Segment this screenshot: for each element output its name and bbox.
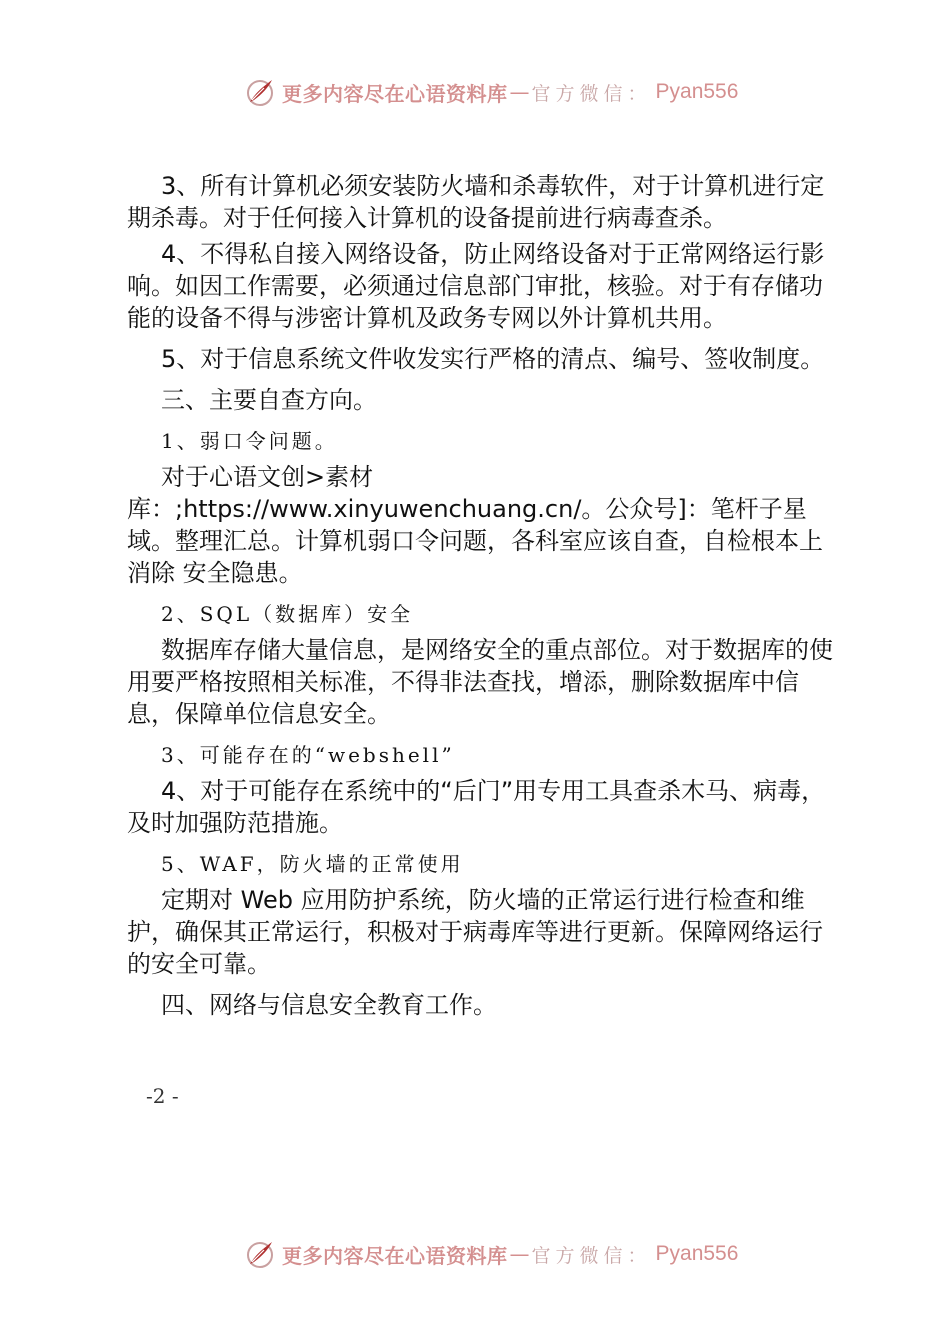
document-body: [127, 170, 837, 1021]
subheading-waf: 5、WAF，防火墙的正常使用: [161, 852, 464, 876]
footer-watermark: [244, 1236, 738, 1272]
watermark-brand: 更多内容尽在心语资料库: [282, 81, 508, 106]
paragraph-weak-password: 对于心语文创>素材库：;https://www.xinyuwenchuang.cn/。公众号]：笔杆子星域。整理汇总。计算机弱口令问题，各科室应该自查，自检根本上消除 安全隐患。: [127, 463, 823, 587]
watermark-handle: Pyan556: [655, 1242, 739, 1265]
page-number: -2 -: [146, 1084, 179, 1108]
paragraph-item-5: 5、对于信息系统文件收发实行严格的清点、编号、签收制度。: [161, 345, 825, 373]
section-heading-3: 三、主要自查方向。: [161, 386, 377, 414]
paragraph-backdoor: 4、对于可能存在系统中的“后门”用专用工具查杀木马、病毒，及时加强防范措施。: [127, 777, 826, 837]
feather-logo-icon: [244, 76, 276, 108]
watermark-label: 官方微信：: [531, 82, 652, 105]
paragraph-waf: 定期对 Web 应用防护系统，防火墙的正常运行进行检查和维护，确保其正常运行，积极对于病毒库等进行更新。保障网络运行的安全可靠。: [127, 886, 823, 978]
paragraph-item-3: 3、所有计算机必须安装防火墙和杀毒软件，对于计算机进行定期杀毒。对于任何接入计算机的设备提前进行病毒查杀。: [127, 172, 825, 232]
header-watermark: [244, 74, 738, 110]
watermark-dash: —: [509, 80, 530, 104]
subheading-webshell: 3、可能存在的“webshell”: [161, 743, 455, 767]
section-heading-4: 四、网络与信息安全教育工作。: [161, 991, 497, 1019]
watermark-label: 官方微信：: [531, 1244, 652, 1267]
paragraph-item-4: 4、不得私自接入网络设备，防止网络设备对于正常网络运行影响。如因工作需要，必须通过信息部门审批，核验。对于有存储功能的设备不得与涉密计算机及政务专网以外计算机共用。: [127, 240, 825, 332]
subheading-weak-password: 1、弱口令问题。: [161, 429, 338, 453]
watermark-handle: Pyan556: [655, 80, 739, 103]
watermark-dash: —: [509, 1242, 530, 1266]
paragraph-sql: 数据库存储大量信息，是网络安全的重点部位。对于数据库的使用要严格按照相关标准，不得非法查找，增添，删除数据库中信息，保障单位信息安全。: [127, 636, 833, 728]
subheading-sql: 2、SQL（数据库）安全: [161, 602, 414, 626]
watermark-brand: 更多内容尽在心语资料库: [282, 1243, 508, 1268]
feather-logo-icon: [244, 1238, 276, 1270]
